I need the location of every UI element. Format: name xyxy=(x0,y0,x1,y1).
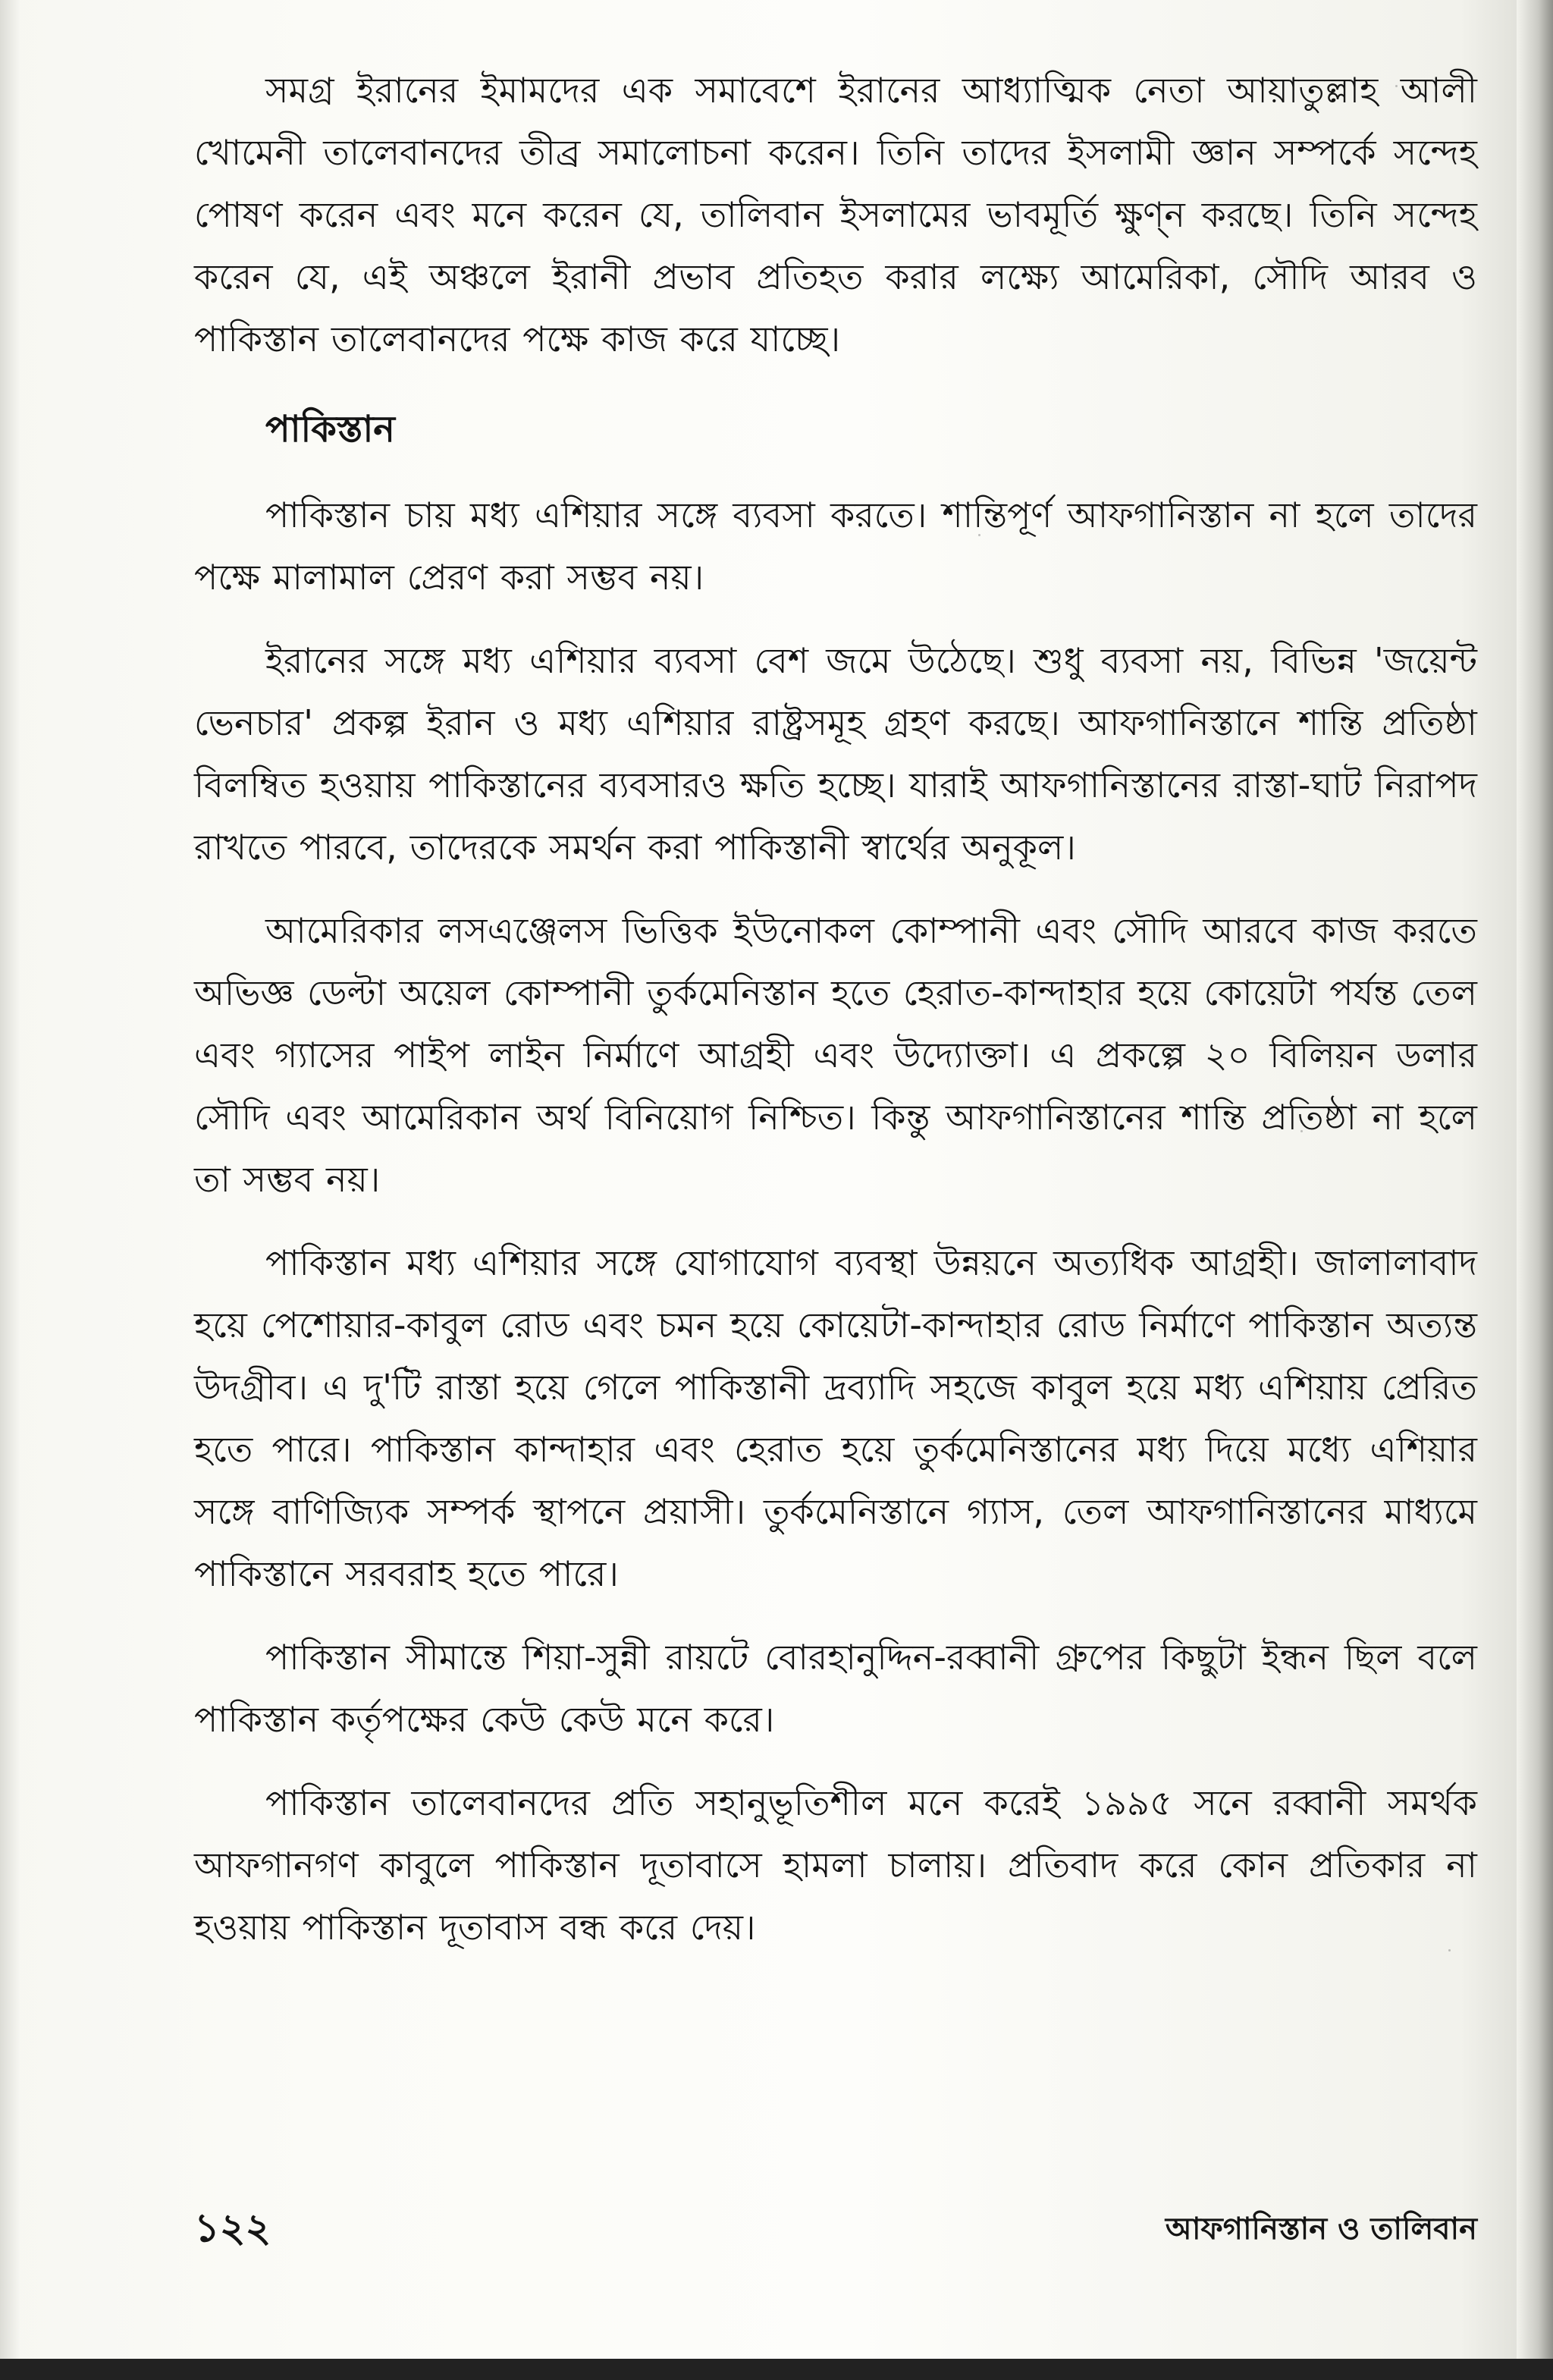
section-heading-pakistan: পাকিস্তান xyxy=(265,408,395,451)
paragraph-iran-central-asia-business: ইরানের সঙ্গে মধ্য এশিয়ার ব্যবসা বেশ জমে উঠেছে। শুধু ব্যবসা নয়, বিভিন্ন 'জয়েন্ট ভেনচার' প্রকল্প ইরান ও মধ্য এশিয়ার রাষ্ট্রসমূহ গ্রহণ করছে। আফগানিস্তানে শান্তি প্রতিষ্ঠা বিলম্বিত হওয়ায় পাকিস্তানের ব্যবসারও ক্ষতি হচ্ছে। যারাই আফগানিস্তানের রাস্তা-ঘাট নিরাপদ রাখতে পারবে, তাদেরকে সমর্থন করা পাকিস্তানী স্বার্থের অনুকূল। xyxy=(194,640,1477,868)
paragraph-shia-sunni-riot: পাকিস্তান সীমান্তে শিয়া-সুন্নী রায়টে বোরহানুদ্দিন-রব্বানী গ্রুপের কিছুটা ইন্ধন ছিল বলে পাকিস্তান কর্তৃপক্ষের কেউ কেউ মনে করে। xyxy=(194,1637,1477,1740)
paragraph-embassy-attack: পাকিস্তান তালেবানদের প্রতি সহানুভূতিশীল মনে করেই ১৯৯৫ সনে রব্বানী সমর্থক আফগানগণ কাবুলে পাকিস্তান দূতাবাসে হামলা চালায়। প্রতিবাদ করে কোন প্রতিকার না হওয়ায় পাকিস্তান দূতাবাস বন্ধ করে দেয়। xyxy=(194,1782,1477,1948)
book-text-content xyxy=(194,59,1477,1980)
scanner-bottom-band xyxy=(0,2359,1553,2380)
page-number: ১২২ xyxy=(194,2205,271,2251)
paragraph-pakistan-central-asia-trade: পাকিস্তান চায় মধ্য এশিয়ার সঙ্গে ব্যবসা করতে। শান্তিপূর্ণ আফগানিস্তান না হলে তাদের পক্ষে মালামাল প্রেরণ করা সম্ভব নয়। xyxy=(194,495,1477,598)
running-book-title: আফগানিস্তান ও তালিবান xyxy=(1165,2211,1477,2247)
right-paper-edge xyxy=(1517,0,1553,2380)
paragraph-pipeline-project: আমেরিকার লসএঞ্জেলস ভিত্তিক ইউনোকল কোম্পানী এবং সৌদি আরবে কাজ করতে অভিজ্ঞ ডেল্টা অয়েল কোম্পানী তুর্কমেনিস্তান হতে হেরাত-কান্দাহার হয়ে কোয়েটা পর্যন্ত তেল এবং গ্যাসের পাইপ লাইন নির্মাণে আগ্রহী এবং উদ্যোক্তা। এ প্রকল্পে ২০ বিলিয়ন ডলার সৌদি এবং আমেরিকান অর্থ বিনিয়োগ নিশ্চিত। কিন্তু আফগানিস্তানের শান্তি প্রতিষ্ঠা না হলে তা সম্ভব নয়। xyxy=(194,910,1477,1200)
paragraph-iran-criticism: সমগ্র ইরানের ইমামদের এক সমাবেশে ইরানের আধ্যাত্মিক নেতা আয়াতুল্লাহ আলী খোমেনী তালেবানদের তীব্র সমালোচনা করেন। তিনি তাদের ইসলামী জ্ঞান সম্পর্কে সন্দেহ পোষণ করেন এবং মনে করেন যে, তালিবান ইসলামের ভাবমূর্তি ক্ষুণ্ন করছে। তিনি সন্দেহ করেন যে, এই অঞ্চলে ইরানী প্রভাব প্রতিহত করার লক্ষ্যে আমেরিকা, সৌদি আরব ও পাকিস্তান তালেবানদের পক্ষে কাজ করে যাচ্ছে। xyxy=(194,70,1477,360)
page-footer xyxy=(194,2203,1477,2256)
left-paper-edge xyxy=(0,0,20,2380)
paragraph-road-communication: পাকিস্তান মধ্য এশিয়ার সঙ্গে যোগাযোগ ব্যবস্থা উন্নয়নে অত্যধিক আগ্রহী। জালালাবাদ হয়ে পেশোয়ার-কাবুল রোড এবং চমন হয়ে কোয়েটা-কান্দাহার রোড নির্মাণে পাকিস্তান অত্যন্ত উদগ্রীব। এ দু'টি রাস্তা হয়ে গেলে পাকিস্তানী দ্রব্যাদি সহজে কাবুল হয়ে মধ্য এশিয়ায় প্রেরিত হতে পারে। পাকিস্তান কান্দাহার এবং হেরাত হয়ে তুর্কমেনিস্তানের মধ্য দিয়ে মধ্যে এশিয়ার সঙ্গে বাণিজ্যিক সম্পর্ক স্থাপনে প্রয়াসী। তুর্কমেনিস্তানে গ্যাস, তেল আফগানিস্তানের মাধ্যমে পাকিস্তানে সরবরাহ হতে পারে। xyxy=(194,1242,1477,1594)
